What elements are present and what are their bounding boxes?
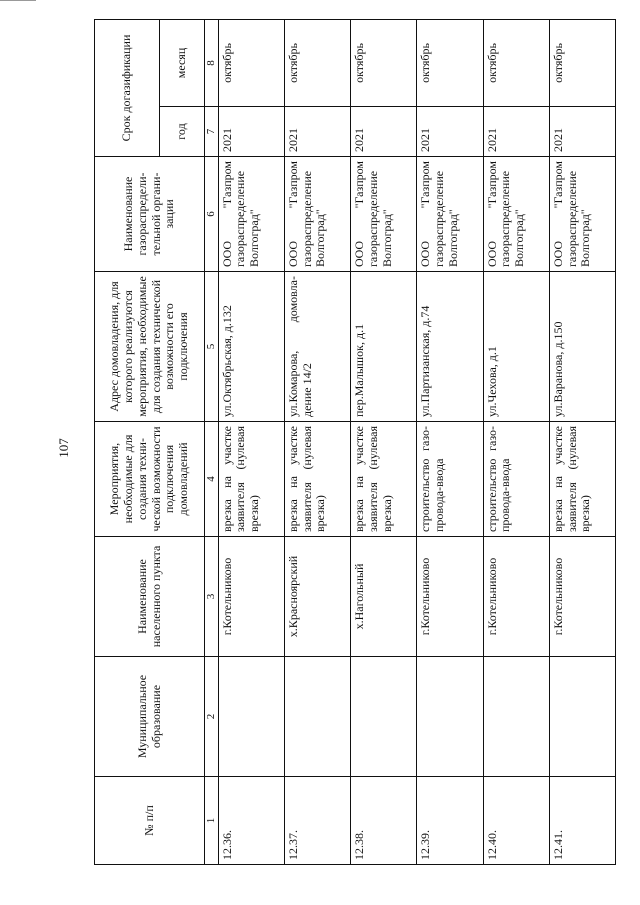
row-year: 2021	[483, 107, 549, 157]
header-year: год	[160, 107, 205, 157]
header-month: месяц	[160, 19, 205, 106]
row-month: октябрь	[284, 19, 350, 106]
rotated-table-wrapper	[94, 20, 616, 865]
row-month: октябрь	[549, 19, 615, 106]
header-address: Адрес домовладения, для которого реализуются мероприятия, необходимые для создания технической возможности его подключения	[95, 272, 205, 422]
header-organization: Наименование газораспредели-тельной органи-зации	[95, 157, 205, 272]
row-number: 12.40.	[483, 777, 549, 865]
row-locality: х.Красноярский	[284, 537, 350, 657]
table-row	[351, 19, 417, 864]
gasification-table	[94, 19, 616, 865]
row-month: октябрь	[483, 19, 549, 106]
row-locality: х.Нагольный	[351, 537, 417, 657]
row-municipality	[218, 657, 284, 777]
row-number: 12.39.	[417, 777, 483, 865]
row-address: ул.Октябрьская, д.132	[218, 272, 284, 422]
header-number: № п/п	[95, 777, 205, 865]
table-row	[417, 19, 483, 864]
row-organization: ООО "Газпром газораспределение Волгоград"	[549, 157, 615, 272]
row-year: 2021	[417, 107, 483, 157]
row-year: 2021	[351, 107, 417, 157]
row-measures: строительство газо-провода-ввода	[483, 422, 549, 537]
page-number: 107	[56, 438, 71, 458]
row-measures: врезка на участке заявителя (нулевая врезка)	[218, 422, 284, 537]
table-row	[483, 19, 549, 864]
row-number: 12.38.	[351, 777, 417, 865]
col-number: 5	[205, 272, 219, 422]
col-number: 4	[205, 422, 219, 537]
table-row	[284, 19, 350, 864]
row-address: ул.Чехова, д.1	[483, 272, 549, 422]
col-number: 7	[205, 107, 219, 157]
row-municipality	[549, 657, 615, 777]
row-locality: г.Котельниково	[483, 537, 549, 657]
col-number: 8	[205, 19, 219, 106]
row-year: 2021	[284, 107, 350, 157]
row-number: 12.36.	[218, 777, 284, 865]
row-organization: ООО "Газпром газораспределение Волгоград"	[218, 157, 284, 272]
header-deadline: Срок догазификации	[95, 19, 160, 156]
row-organization: ООО "Газпром газораспределение Волгоград"	[483, 157, 549, 272]
row-municipality	[417, 657, 483, 777]
row-number: 12.41.	[549, 777, 615, 865]
row-organization: ООО "Газпром газораспределение Волгоград"	[351, 157, 417, 272]
header-locality: Наименование населенного пункта	[95, 537, 205, 657]
row-address: пер.Малышок, д.1	[351, 272, 417, 422]
header-municipality: Муниципальное образование	[95, 657, 205, 777]
row-number: 12.37.	[284, 777, 350, 865]
row-year: 2021	[549, 107, 615, 157]
row-municipality	[483, 657, 549, 777]
row-month: октябрь	[417, 19, 483, 106]
row-address: ул.Комарова, домовла-дение 14/2	[284, 272, 350, 422]
row-month: октябрь	[218, 19, 284, 106]
row-measures: строительство газо-провода-ввода	[417, 422, 483, 537]
header-measures: Мероприятия, необходимые для создания техни-ческой возможности подключения домовладений	[95, 422, 205, 537]
row-municipality	[284, 657, 350, 777]
row-measures: врезка на участке заявителя (нулевая врезка)	[284, 422, 350, 537]
col-number: 6	[205, 157, 219, 272]
row-locality: г.Котельниково	[417, 537, 483, 657]
row-address: ул.Варанова, д.150	[549, 272, 615, 422]
row-organization: ООО "Газпром газораспределение Волгоград"	[417, 157, 483, 272]
table-row	[218, 19, 284, 864]
row-locality: г.Котельниково	[218, 537, 284, 657]
col-number: 3	[205, 537, 219, 657]
row-organization: ООО "Газпром газораспределение Волгоград"	[284, 157, 350, 272]
row-measures: врезка на участке заявителя (нулевая врезка)	[549, 422, 615, 537]
row-month: октябрь	[351, 19, 417, 106]
row-locality: г.Котельниково	[549, 537, 615, 657]
col-number: 2	[205, 657, 219, 777]
top-edge-line	[0, 0, 36, 1]
row-municipality	[351, 657, 417, 777]
row-year: 2021	[218, 107, 284, 157]
row-measures: врезка на участке заявителя (нулевая врезка)	[351, 422, 417, 537]
row-address: ул.Партизанская, д.74	[417, 272, 483, 422]
col-number: 1	[205, 777, 219, 865]
table-row	[549, 19, 615, 864]
